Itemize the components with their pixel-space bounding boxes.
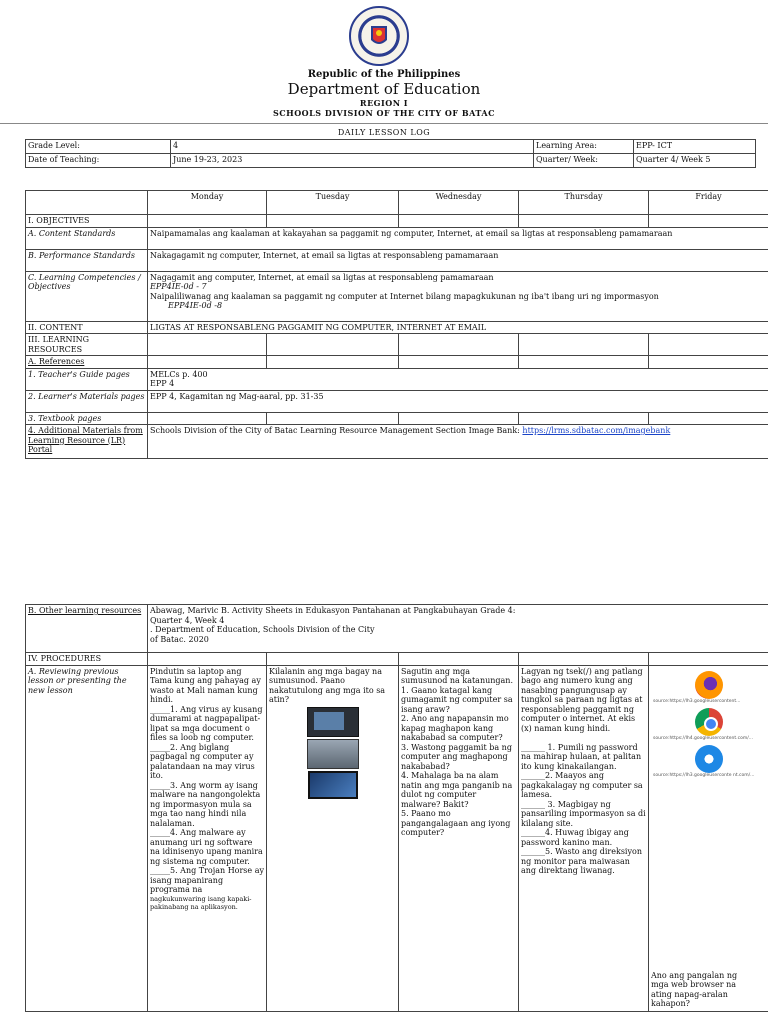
tuesday-activity xyxy=(267,665,399,1011)
competency-1-code: EPP4IE-0d - 7 xyxy=(150,282,207,291)
additional-materials xyxy=(148,425,768,459)
lesson-table xyxy=(25,190,768,459)
additional-materials-label: 4. Additional Materials from Learning Resource (LR) Portal xyxy=(26,425,148,459)
procedures-table xyxy=(25,604,768,1012)
info-table xyxy=(25,139,756,168)
date-value: June 19-23, 2023 xyxy=(171,154,534,168)
grade-label: Grade Level: xyxy=(26,140,171,154)
day-tuesday: Tuesday xyxy=(267,191,399,215)
thursday-activity xyxy=(519,665,649,1011)
internet-explorer-icon xyxy=(695,745,723,773)
teachers-guide xyxy=(148,368,768,390)
chrome-icon xyxy=(695,708,723,736)
quarter-value: Quarter 4/ Week 5 xyxy=(634,154,756,168)
performance-standards: Nakagagamit ng computer, Internet, at email sa ligtas at responsableng pamamaraan xyxy=(148,249,768,271)
desktop-computer-image xyxy=(307,707,359,737)
teachers-guide-1: MELCs p. 400 xyxy=(150,369,208,379)
wednesday-activity xyxy=(399,665,519,1011)
grade-value: 4 xyxy=(171,140,534,154)
friday-activity xyxy=(649,665,768,1011)
content-standards: Naipamamalas ang kaalaman at kakayahan sa paggamit ng computer, Internet, at email sa ligtas at responsableng pamamaraan xyxy=(148,227,768,249)
other-resources-label: B. Other learning resources xyxy=(26,605,148,653)
other-resources-2: Quarter 4, Week 4 xyxy=(150,615,225,625)
day-thursday: Thursday xyxy=(519,191,649,215)
tablet-image xyxy=(308,771,358,799)
division-heading: SCHOOLS DIVISION OF THE CITY OF BATAC xyxy=(273,108,495,118)
additional-materials-text: Schools Division of the City of Batac Learning Resource Management Section Image Bank: xyxy=(150,426,520,435)
competency-1: Nagagamit ang computer, Internet, at email sa ligtas at responsableng pamamaraan xyxy=(150,272,494,282)
ie-source: source:https://lh3.googleuserconte nt.com/... xyxy=(653,772,755,778)
laptop-image xyxy=(307,739,359,769)
competencies-label: C. Learning Competencies / Objectives xyxy=(26,271,148,321)
resources-label: III. LEARNING RESOURCES xyxy=(26,334,148,356)
chrome-source: source:https://lh4.googleusercontent.com/... xyxy=(653,735,754,741)
teachers-guide-label: 1. Teacher's Guide pages xyxy=(26,368,148,390)
area-value: EPP- ICT xyxy=(634,140,756,154)
day-wednesday: Wednesday xyxy=(399,191,519,215)
log-title: DAILY LESSON LOG xyxy=(337,128,431,137)
region-heading: REGION I xyxy=(359,98,409,108)
date-label: Date of Teaching: xyxy=(26,154,171,168)
references-label: A. References xyxy=(26,356,148,369)
day-monday: Monday xyxy=(148,191,267,215)
image-bank-link[interactable]: https://lrms.sdbatac.com/imagebank xyxy=(522,426,671,435)
other-resources-1: Abawag, Marivic B. Activity Sheets in Edukasyon Pantahanan at Pangkabuhayan Grade 4: xyxy=(150,606,516,615)
other-resources xyxy=(148,605,768,653)
firefox-icon xyxy=(695,671,723,699)
content-title: LIGTAS AT RESPONSABLENG PAGGAMIT NG COMPUTER, INTERNET AT EMAIL xyxy=(148,321,768,334)
competencies xyxy=(148,271,768,321)
learners-materials: EPP 4, Kagamitan ng Mag-aaral, pp. 31-35 xyxy=(148,390,768,412)
objectives-label: I. OBJECTIVES xyxy=(26,215,148,228)
friday-question: Ano ang pangalan ng mga web browser na ating napag-aralan kahapon? xyxy=(651,970,738,1008)
republic-heading: Republic of the Philippines xyxy=(307,69,461,80)
textbook-label: 3. Textbook pages xyxy=(26,412,148,425)
quarter-label: Quarter/ Week: xyxy=(534,154,634,168)
teachers-guide-2: EPP 4 xyxy=(150,379,175,388)
day-corner xyxy=(26,191,148,215)
content-standards-label: A. Content Standards xyxy=(26,227,148,249)
tuesday-activity-text: Kilalanin ang mga bagay na sumusunod. Paano nakatutulong ang mga ito sa atin? xyxy=(269,666,386,704)
wednesday-activity-text: Sagutin ang mga sumusunod na katanungan. 1. Gaano katagal kang gumagamit ng computer sa isang araw? 2. Ano ang napapansin mo kapag maghapon kang nakababad sa computer? 3. Wastong paggamit ba ng computer ang maghapong nakababad? 4. Mahalaga ba na alam natin ang mga panganib na dulot ng computer malware? Bakit? 5. Paano mo pangangalagaan ang iyong computer? xyxy=(401,666,513,837)
day-friday: Friday xyxy=(649,191,768,215)
area-label: Learning Area: xyxy=(534,140,634,154)
competency-2: Naipaliliwanag ang kaalaman sa paggamit ng computer at Internet bilang mapagkukunan ng iba't ibang uri ng impormasyon xyxy=(150,291,659,301)
department-heading: Department of Education xyxy=(287,80,481,98)
thursday-activity-text: Lagyan ng tsek(/) ang patlang bago ang numero kung ang nasabing pangungusap ay tungkol sa paraan ng ligtas at responsableng paggamit ng computer o internet. At ekis (x) naman kung hindi. ______ 1. Pumili ng password na mahirap hulaan, at palitan ito kung kinakailangan. ______2. Maayos ang pagkakalagay ng computer sa lamesa. ______ 3. Magbigay ng pansariling impormasyon sa di kilalang site. ______4. Huwag ibigay ang password kanino man. ______5. Wasto ang direksiyon ng monitor para maiwasan ang direktang liwanag. xyxy=(521,666,646,875)
content-label: II. CONTENT xyxy=(26,321,148,334)
monday-activity-text: Pindutin sa laptop ang Tama kung ang pahayag ay wasto at Mali naman kung hindi. _____1. Ang virus ay kusang dumarami at nagpapalipat-lipat sa mga document o files sa loob ng computer. _____2. Ang biglang pagbagal ng computer ay palatandaan na may virus ito. _____3. Ang worm ay isang malware na nangongolekta ng impormasyon mula sa mga tao nang hindi nila nalalaman. _____4. Ang malware ay anumang uri ng software na idinisenyo upang manira ng sistema ng computer. _____5. Ang Trojan Horse ay isang mapanirang programa na xyxy=(150,666,264,894)
procedures-label: IV. PROCEDURES xyxy=(26,653,148,666)
deped-seal xyxy=(349,6,409,66)
monday-activity xyxy=(148,665,267,1011)
monday-activity-small: nagkukunwaring isang kapaki-pakinabang na aplikasyon. xyxy=(150,894,252,911)
review-lesson-label: A. Reviewing previous lesson or presenting the new lesson xyxy=(26,665,148,1011)
other-resources-3: . Department of Education, Schools Division of the City of Batac. 2020 xyxy=(150,625,375,644)
learners-materials-label: 2. Learner's Materials pages xyxy=(26,390,148,412)
performance-standards-label: B. Performance Standards xyxy=(26,249,148,271)
firefox-source: source:https://lh3.googleusercontent... xyxy=(653,698,741,704)
header-divider xyxy=(0,123,768,124)
competency-2-code: EPP4IE-0d -8 xyxy=(168,301,223,310)
